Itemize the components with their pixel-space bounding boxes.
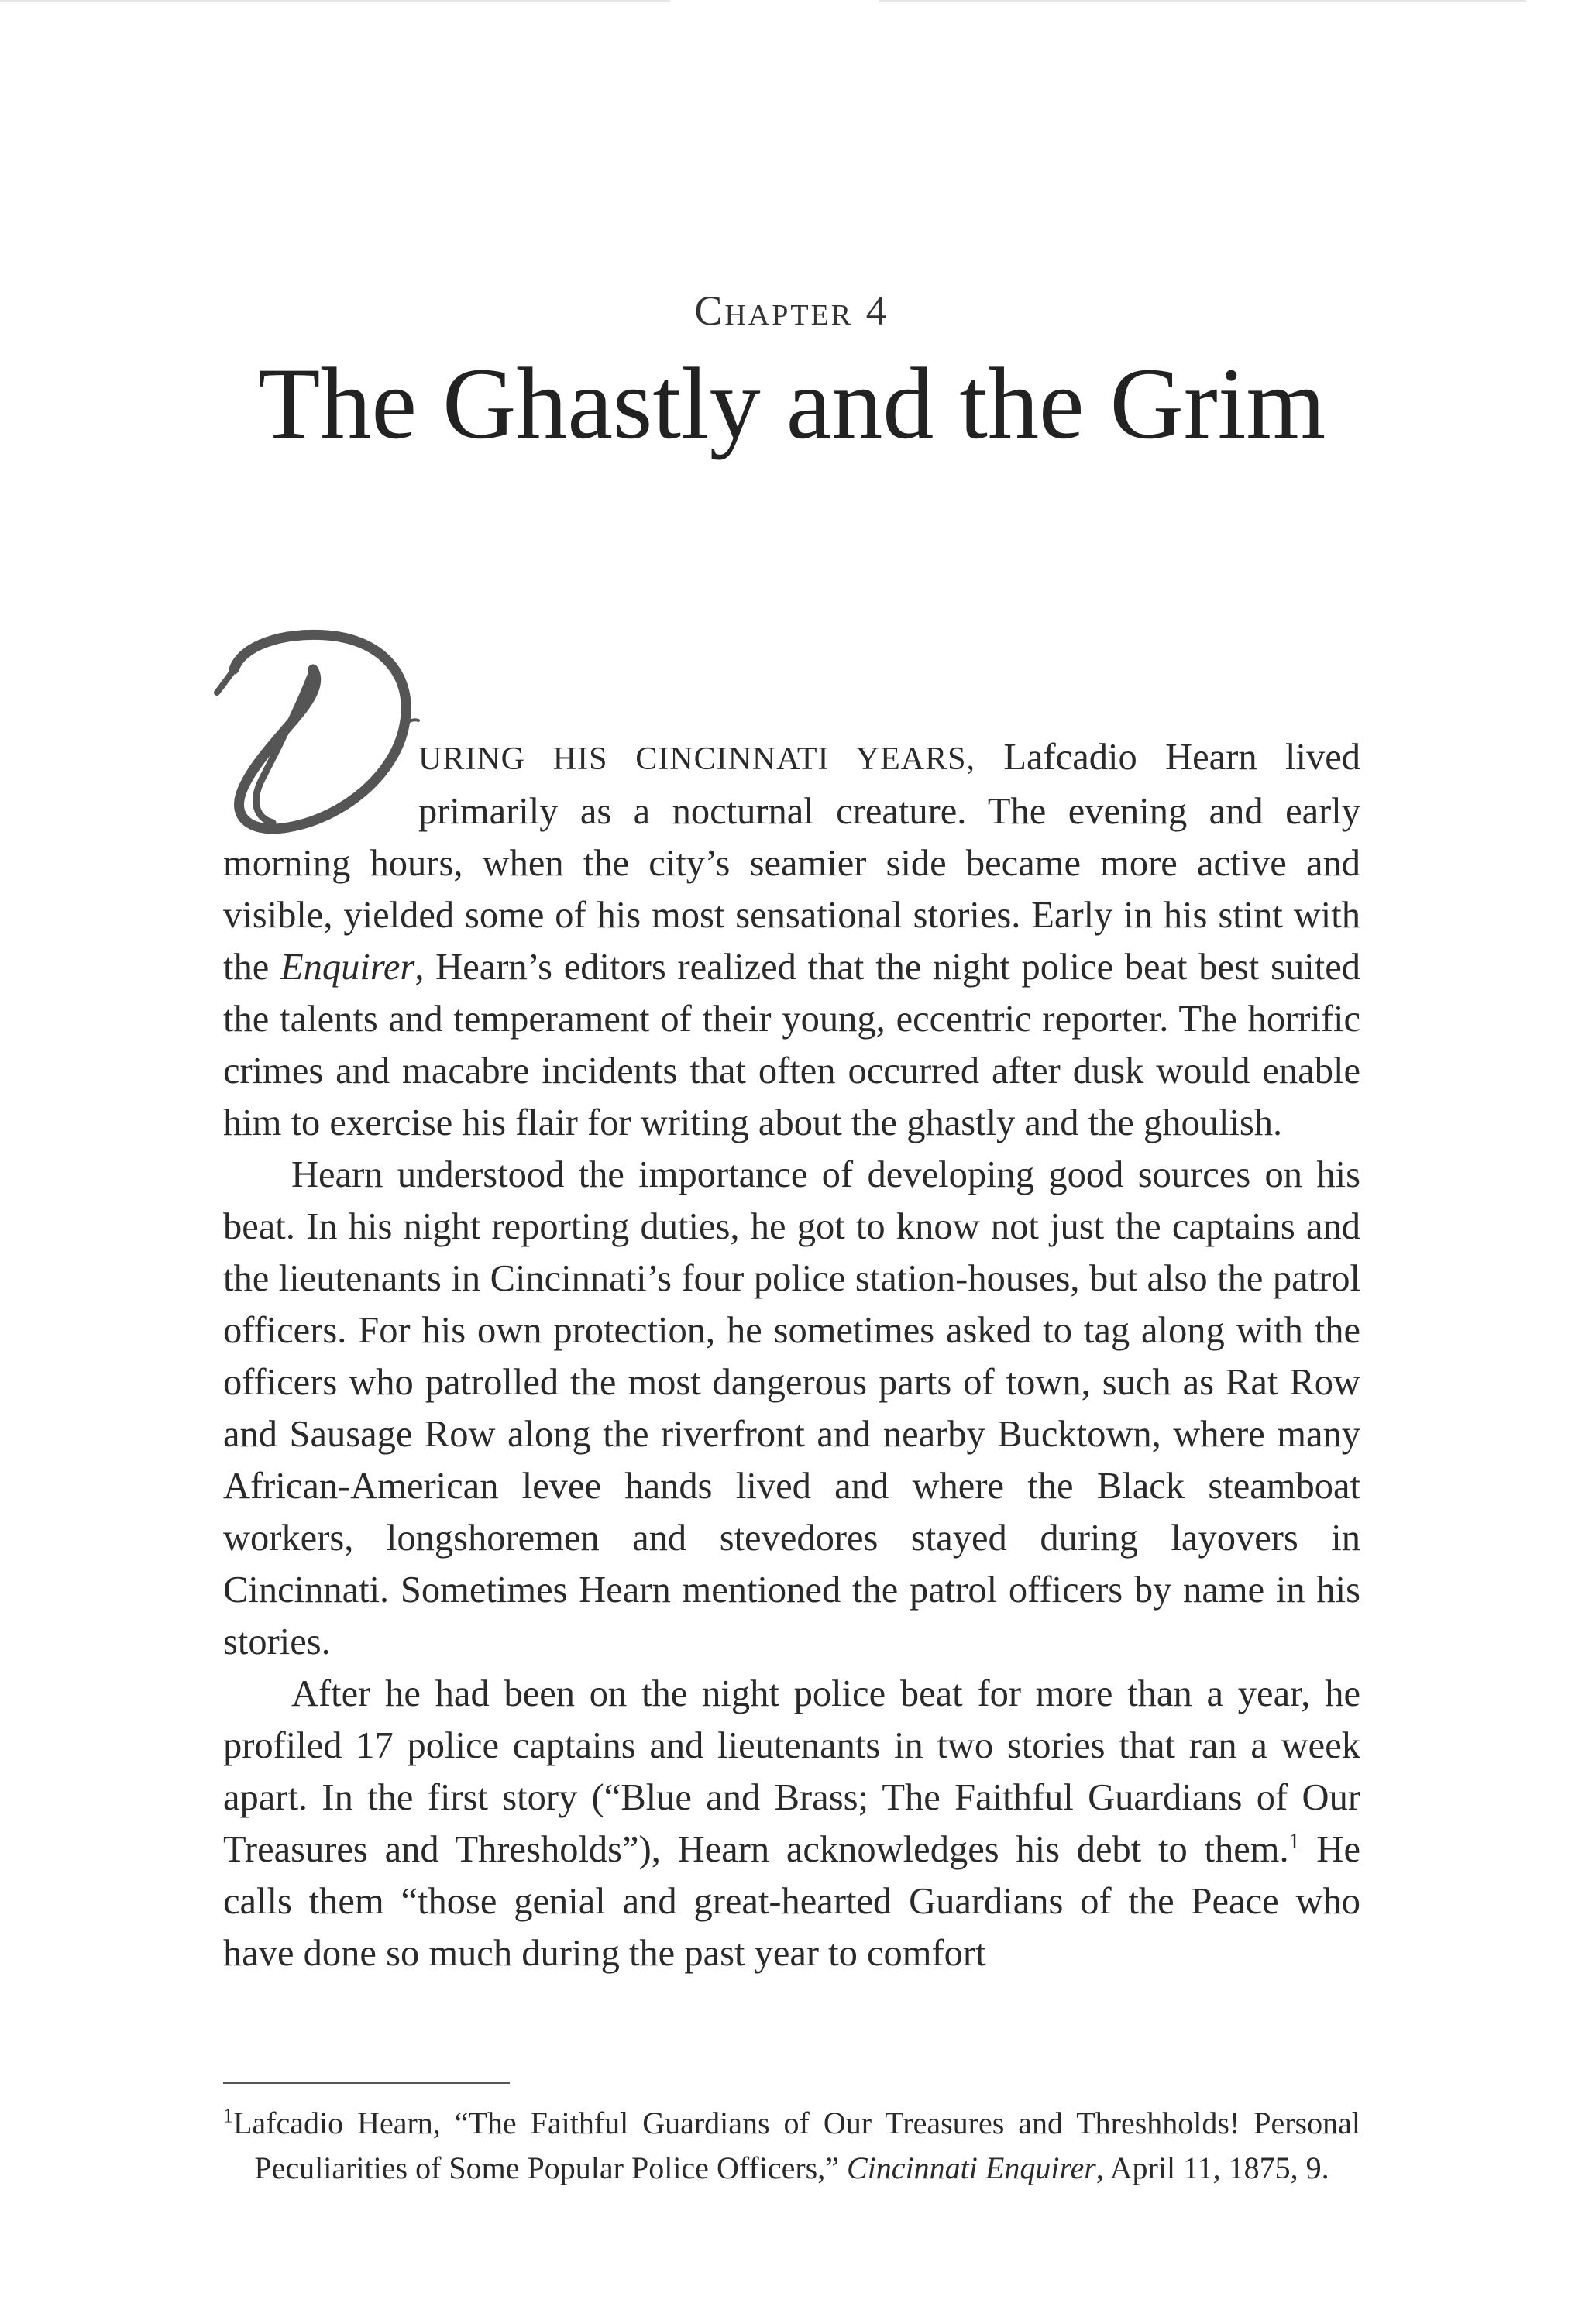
- paragraph-1: [223, 731, 1360, 1149]
- chapter-title: The Ghastly and the Grim: [257, 346, 1326, 460]
- footnote-rule: [223, 2082, 510, 2084]
- paragraph-3-text-a: After he had been on the night police beat for more than a year, he profiled 17 police captains and lieutenants in two stories that ran a week apart. In the first story (“Blue and Brass; The Faithful Guardians of Our Treasures and Thresholds”), Hearn acknowledges his debt to them.: [223, 1673, 1360, 1870]
- footnote-reference[interactable]: 1: [1288, 1829, 1300, 1854]
- footnote-text-b: , April 11, 1875, 9.: [1095, 2150, 1329, 2185]
- dropcap-indent: [223, 731, 418, 835]
- footnote-italic: Cincinnati Enquirer: [847, 2150, 1096, 2185]
- footnote: [223, 2101, 1360, 2191]
- footnote-number: 1: [223, 2104, 233, 2127]
- paragraph-1-text-a: Lafcadio Hearn lived primarily as a nocturnal creature. The evening and early morning hours, when the city’s seamier side became more active and visible, yielded some of his most sensational stories. Early in his stint with the: [223, 737, 1360, 988]
- footnote-text-a: Lafcadio Hearn, “The Faithful Guardians of Our Treasures and Threshholds! Personal Peculiarities of Some Popular Police Officers,”: [233, 2106, 1360, 2185]
- book-page: [223, 0, 1360, 2324]
- chapter-label: Chapter 4: [694, 287, 889, 334]
- paragraph-3-text-b: He calls them “those genial and great-hearted Guardians of the Peace who have done so much during the past year to comfort: [223, 1829, 1360, 1974]
- paragraph-1-italic: Enquirer: [280, 947, 415, 988]
- paragraph-2: Hearn understood the importance of developing good sources on his beat. In his night reporting duties, he got to know not just the captains and the lieutenants in Cincinnati’s four police station-houses, but also the patrol officers. For his own protection, he sometimes asked to tag along with the officers who patrolled the most dangerous parts of town, such as Rat Row and Sausage Row along the riverfront and nearby Bucktown, where many African-American levee hands lived and where the Black steamboat workers, longshoremen and stevedores stayed during layovers in Cincinnati. Sometimes Hearn mentioned the patrol officers by name in his stories.: [223, 1154, 1360, 1662]
- paragraph-3: [223, 1668, 1360, 1979]
- lead-in-small-caps: URING HIS CINCINNATI YEARS,: [418, 741, 975, 777]
- body-text: [223, 731, 1360, 1979]
- paragraph-1-text-b: , Hearn’s editors realized that the night police beat best suited the talents and temperament of their young, eccentric reporter. The horrific crimes and macabre incidents that often occurred after dusk would enable him to exercise his flair for writing about the ghastly and the ghoulish.: [223, 947, 1360, 1143]
